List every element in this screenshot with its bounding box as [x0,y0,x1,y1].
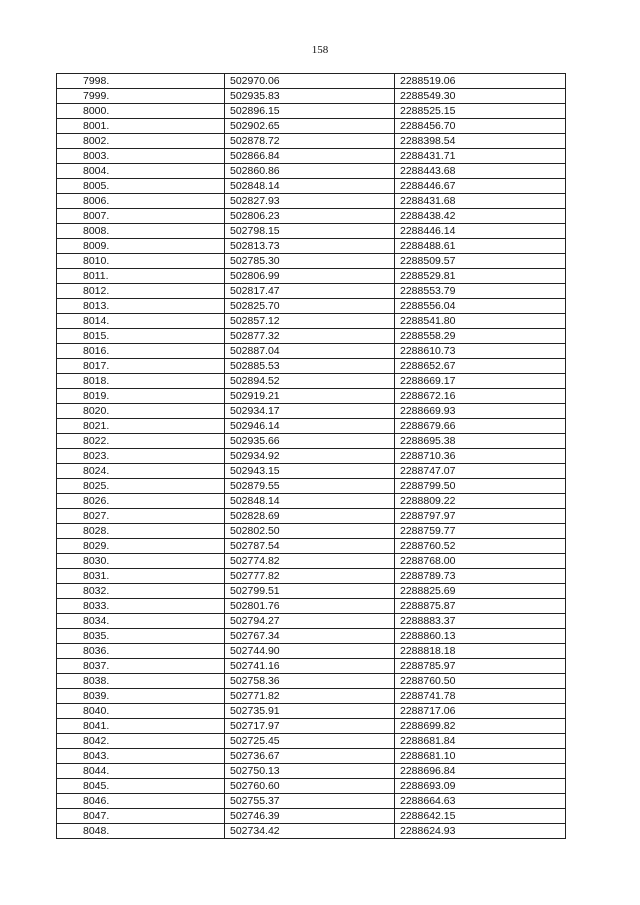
table-row [57,794,566,809]
x-coordinate-cell: 502755.37 [225,794,395,809]
y-coordinate-cell: 2288610.73 [395,344,566,359]
table-row [57,74,566,89]
table-row [57,479,566,494]
y-coordinate-cell: 2288549.30 [395,89,566,104]
y-coordinate-cell: 2288760.52 [395,539,566,554]
table-row [57,284,566,299]
table-row [57,584,566,599]
point-number-cell: 8048. [57,824,225,839]
table-row [57,524,566,539]
x-coordinate-cell: 502860.86 [225,164,395,179]
x-coordinate-cell: 502857.12 [225,314,395,329]
point-number-cell: 8040. [57,704,225,719]
x-coordinate-cell: 502767.34 [225,629,395,644]
table-row [57,224,566,239]
point-number-cell: 8033. [57,599,225,614]
point-number-cell: 8000. [57,104,225,119]
point-number-cell: 8039. [57,689,225,704]
y-coordinate-cell: 2288741.78 [395,689,566,704]
table-row [57,779,566,794]
y-coordinate-cell: 2288488.61 [395,239,566,254]
table-row [57,359,566,374]
x-coordinate-cell: 502798.15 [225,224,395,239]
point-number-cell: 8028. [57,524,225,539]
y-coordinate-cell: 2288699.82 [395,719,566,734]
table-row [57,449,566,464]
y-coordinate-cell: 2288695.38 [395,434,566,449]
y-coordinate-cell: 2288446.14 [395,224,566,239]
y-coordinate-cell: 2288664.63 [395,794,566,809]
y-coordinate-cell: 2288760.50 [395,674,566,689]
x-coordinate-cell: 502946.14 [225,419,395,434]
y-coordinate-cell: 2288679.66 [395,419,566,434]
table-row [57,629,566,644]
x-coordinate-cell: 502760.60 [225,779,395,794]
table-row [57,374,566,389]
point-number-cell: 8013. [57,299,225,314]
y-coordinate-cell: 2288799.50 [395,479,566,494]
y-coordinate-cell: 2288747.07 [395,464,566,479]
table-row [57,434,566,449]
x-coordinate-cell: 502879.55 [225,479,395,494]
point-number-cell: 8041. [57,719,225,734]
table-row [57,659,566,674]
y-coordinate-cell: 2288759.77 [395,524,566,539]
point-number-cell: 8023. [57,449,225,464]
x-coordinate-cell: 502934.17 [225,404,395,419]
y-coordinate-cell: 2288818.18 [395,644,566,659]
point-number-cell: 8017. [57,359,225,374]
point-number-cell: 7999. [57,89,225,104]
y-coordinate-cell: 2288519.06 [395,74,566,89]
table-row [57,329,566,344]
point-number-cell: 8004. [57,164,225,179]
point-number-cell: 8038. [57,674,225,689]
point-number-cell: 8029. [57,539,225,554]
point-number-cell: 8031. [57,569,225,584]
x-coordinate-cell: 502934.92 [225,449,395,464]
x-coordinate-cell: 502746.39 [225,809,395,824]
table-row [57,554,566,569]
point-number-cell: 8042. [57,734,225,749]
point-number-cell: 8036. [57,644,225,659]
point-number-cell: 8034. [57,614,225,629]
x-coordinate-cell: 502717.97 [225,719,395,734]
table-row [57,614,566,629]
point-number-cell: 8005. [57,179,225,194]
table-row [57,179,566,194]
point-number-cell: 8002. [57,134,225,149]
y-coordinate-cell: 2288553.79 [395,284,566,299]
y-coordinate-cell: 2288431.71 [395,149,566,164]
point-number-cell: 8014. [57,314,225,329]
table-row [57,494,566,509]
x-coordinate-cell: 502935.66 [225,434,395,449]
x-coordinate-cell: 502887.04 [225,344,395,359]
point-number-cell: 8021. [57,419,225,434]
x-coordinate-cell: 502787.54 [225,539,395,554]
table-row [57,749,566,764]
point-number-cell: 8024. [57,464,225,479]
x-coordinate-cell: 502902.65 [225,119,395,134]
point-number-cell: 8010. [57,254,225,269]
x-coordinate-cell: 502777.82 [225,569,395,584]
y-coordinate-cell: 2288558.29 [395,329,566,344]
table-row [57,164,566,179]
table-row [57,194,566,209]
x-coordinate-cell: 502970.06 [225,74,395,89]
x-coordinate-cell: 502825.70 [225,299,395,314]
y-coordinate-cell: 2288785.97 [395,659,566,674]
y-coordinate-cell: 2288797.97 [395,509,566,524]
point-number-cell: 8043. [57,749,225,764]
x-coordinate-cell: 502750.13 [225,764,395,779]
point-number-cell: 8025. [57,479,225,494]
x-coordinate-cell: 502725.45 [225,734,395,749]
y-coordinate-cell: 2288825.69 [395,584,566,599]
table-row [57,599,566,614]
table-row [57,719,566,734]
point-number-cell: 8045. [57,779,225,794]
table-row [57,344,566,359]
y-coordinate-cell: 2288681.10 [395,749,566,764]
y-coordinate-cell: 2288556.04 [395,299,566,314]
table-row [57,809,566,824]
table-row [57,389,566,404]
x-coordinate-cell: 502848.14 [225,179,395,194]
table-row [57,254,566,269]
x-coordinate-cell: 502802.50 [225,524,395,539]
y-coordinate-cell: 2288652.67 [395,359,566,374]
table-row [57,404,566,419]
y-coordinate-cell: 2288717.06 [395,704,566,719]
y-coordinate-cell: 2288672.16 [395,389,566,404]
x-coordinate-cell: 502919.21 [225,389,395,404]
table-row [57,644,566,659]
x-coordinate-cell: 502801.76 [225,599,395,614]
point-number-cell: 8026. [57,494,225,509]
point-number-cell: 8006. [57,194,225,209]
point-number-cell: 8047. [57,809,225,824]
coordinates-table-body [57,74,566,839]
page-number: 158 [311,44,329,56]
x-coordinate-cell: 502866.84 [225,149,395,164]
table-row [57,89,566,104]
table-row [57,764,566,779]
y-coordinate-cell: 2288438.42 [395,209,566,224]
y-coordinate-cell: 2288809.22 [395,494,566,509]
point-number-cell: 8032. [57,584,225,599]
point-number-cell: 8046. [57,794,225,809]
y-coordinate-cell: 2288768.00 [395,554,566,569]
x-coordinate-cell: 502771.82 [225,689,395,704]
table-row [57,569,566,584]
y-coordinate-cell: 2288525.15 [395,104,566,119]
point-number-cell: 8001. [57,119,225,134]
y-coordinate-cell: 2288693.09 [395,779,566,794]
y-coordinate-cell: 2288669.93 [395,404,566,419]
x-coordinate-cell: 502806.99 [225,269,395,284]
y-coordinate-cell: 2288398.54 [395,134,566,149]
point-number-cell: 8020. [57,404,225,419]
x-coordinate-cell: 502744.90 [225,644,395,659]
table-row [57,269,566,284]
x-coordinate-cell: 502827.93 [225,194,395,209]
y-coordinate-cell: 2288446.67 [395,179,566,194]
x-coordinate-cell: 502813.73 [225,239,395,254]
y-coordinate-cell: 2288541.80 [395,314,566,329]
table-row [57,509,566,524]
y-coordinate-cell: 2288431.68 [395,194,566,209]
table-row [57,419,566,434]
point-number-cell: 8007. [57,209,225,224]
table-row [57,734,566,749]
y-coordinate-cell: 2288642.15 [395,809,566,824]
x-coordinate-cell: 502885.53 [225,359,395,374]
x-coordinate-cell: 502794.27 [225,614,395,629]
table-row [57,674,566,689]
y-coordinate-cell: 2288883.37 [395,614,566,629]
table-row [57,104,566,119]
point-number-cell: 8019. [57,389,225,404]
table-row [57,704,566,719]
x-coordinate-cell: 502828.69 [225,509,395,524]
point-number-cell: 8044. [57,764,225,779]
x-coordinate-cell: 502878.72 [225,134,395,149]
x-coordinate-cell: 502734.42 [225,824,395,839]
x-coordinate-cell: 502806.23 [225,209,395,224]
x-coordinate-cell: 502935.83 [225,89,395,104]
table-row [57,134,566,149]
point-number-cell: 8022. [57,434,225,449]
x-coordinate-cell: 502877.32 [225,329,395,344]
table-row [57,209,566,224]
x-coordinate-cell: 502817.47 [225,284,395,299]
y-coordinate-cell: 2288624.93 [395,824,566,839]
table-row [57,149,566,164]
point-number-cell: 8027. [57,509,225,524]
table-row [57,239,566,254]
point-number-cell: 7998. [57,74,225,89]
x-coordinate-cell: 502785.30 [225,254,395,269]
coordinates-table [56,73,566,839]
point-number-cell: 8008. [57,224,225,239]
y-coordinate-cell: 2288860.13 [395,629,566,644]
y-coordinate-cell: 2288681.84 [395,734,566,749]
x-coordinate-cell: 502758.36 [225,674,395,689]
table-row [57,299,566,314]
y-coordinate-cell: 2288875.87 [395,599,566,614]
point-number-cell: 8012. [57,284,225,299]
x-coordinate-cell: 502741.16 [225,659,395,674]
x-coordinate-cell: 502736.67 [225,749,395,764]
y-coordinate-cell: 2288509.57 [395,254,566,269]
point-number-cell: 8003. [57,149,225,164]
point-number-cell: 8035. [57,629,225,644]
point-number-cell: 8015. [57,329,225,344]
point-number-cell: 8018. [57,374,225,389]
point-number-cell: 8037. [57,659,225,674]
x-coordinate-cell: 502774.82 [225,554,395,569]
y-coordinate-cell: 2288669.17 [395,374,566,389]
point-number-cell: 8016. [57,344,225,359]
y-coordinate-cell: 2288710.36 [395,449,566,464]
x-coordinate-cell: 502943.15 [225,464,395,479]
x-coordinate-cell: 502894.52 [225,374,395,389]
x-coordinate-cell: 502896.15 [225,104,395,119]
table-row [57,464,566,479]
table-row [57,119,566,134]
x-coordinate-cell: 502735.91 [225,704,395,719]
table-row [57,824,566,839]
x-coordinate-cell: 502848.14 [225,494,395,509]
point-number-cell: 8011. [57,269,225,284]
table-row [57,689,566,704]
x-coordinate-cell: 502799.51 [225,584,395,599]
table-row [57,539,566,554]
y-coordinate-cell: 2288443.68 [395,164,566,179]
y-coordinate-cell: 2288696.84 [395,764,566,779]
table-row [57,314,566,329]
point-number-cell: 8009. [57,239,225,254]
y-coordinate-cell: 2288456.70 [395,119,566,134]
y-coordinate-cell: 2288789.73 [395,569,566,584]
y-coordinate-cell: 2288529.81 [395,269,566,284]
point-number-cell: 8030. [57,554,225,569]
